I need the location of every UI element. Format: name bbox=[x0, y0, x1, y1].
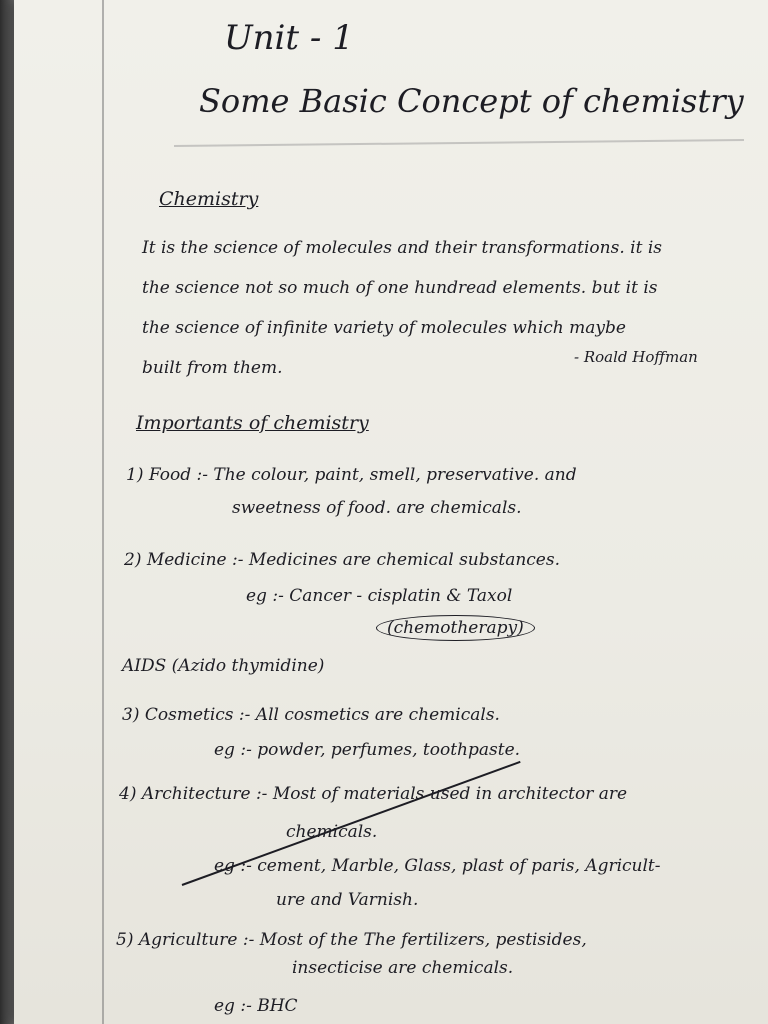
definition-line: built from them. bbox=[142, 358, 283, 378]
list-item bbox=[376, 618, 535, 638]
importance-heading: Importants of chemistry bbox=[136, 412, 369, 434]
list-item: eg :- cement, Marble, Glass, plast of paris, Agricult- bbox=[214, 856, 661, 876]
chemotherapy-label: (chemotherapy) bbox=[376, 615, 535, 641]
margin-line bbox=[102, 0, 104, 1024]
definition-line: It is the science of molecules and their transformations. it is bbox=[142, 238, 662, 258]
title-rule bbox=[174, 139, 744, 147]
list-item: eg :- powder, perfumes, toothpaste. bbox=[214, 740, 521, 760]
list-item: 2) Medicine :- Medicines are chemical substances. bbox=[124, 550, 560, 570]
list-item: AIDS (Azido thymidine) bbox=[122, 656, 325, 676]
list-item: eg :- BHC bbox=[214, 996, 298, 1016]
list-item: 5) Agriculture :- Most of the The fertilizers, pestisides, bbox=[116, 930, 587, 950]
list-item: 4) Architecture :- Most of materials used in architector are bbox=[119, 784, 628, 804]
quote-author: - Roald Hoffman bbox=[574, 348, 698, 366]
definition-line: the science not so much of one hundread elements. but it is bbox=[142, 278, 658, 298]
notebook-binding bbox=[0, 0, 14, 1024]
list-item: ure and Varnish. bbox=[276, 890, 419, 910]
page-title: Some Basic Concept of chemistry bbox=[199, 82, 744, 120]
list-item: eg :- Cancer - cisplatin & Taxol bbox=[246, 586, 513, 606]
unit-heading: Unit - 1 bbox=[224, 18, 354, 58]
notebook-page bbox=[14, 0, 768, 1024]
list-item: sweetness of food. are chemicals. bbox=[232, 498, 522, 518]
chemistry-heading: Chemistry bbox=[159, 188, 259, 210]
list-item: chemicals. bbox=[286, 822, 378, 842]
list-item: insecticise are chemicals. bbox=[292, 958, 514, 978]
list-item: 3) Cosmetics :- All cosmetics are chemicals. bbox=[122, 705, 500, 725]
list-item: 1) Food :- The colour, paint, smell, preservative. and bbox=[126, 465, 577, 485]
definition-line: the science of infinite variety of molecules which maybe bbox=[142, 318, 626, 338]
